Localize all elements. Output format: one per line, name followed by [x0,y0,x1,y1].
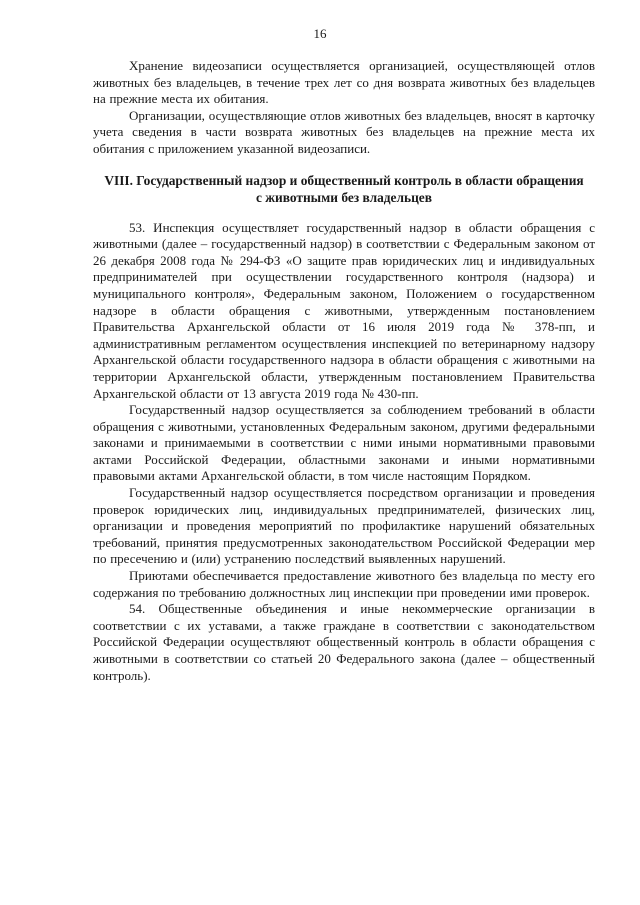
paragraph-shelters: Приютами обеспечивается предоставление животного без владельца по месту его содержания по требованию должностных лиц инспекции при проведении ими проверок. [93,568,595,600]
document-body [93,58,595,684]
paragraph-state-supervision-scope: Государственный надзор осуществляется за соблюдением требований в области обращения с животными, установленных Федеральным законом, другими федеральными законами и принимаемыми в соответствии с ними иными нормативными правовыми актами Российской Федерации, областными законами и иными нормативными правовыми актами Архангельской области, в том числе настоящим Порядком. [93,402,595,484]
paragraph-53: 53. Инспекция осуществляет государственный надзор в области обращения с животными (далее – государственный надзор) в соответствии с Федеральным законом от 26 декабря 2008 года № 294-ФЗ «О защите прав юридических лиц и индивидуальных предпринимателей при осуществлении государственного контроля (надзора) и муниципального контроля», Федеральным законом, Положением о государственном надзоре в области обращения с животными, утвержденным постановлением Правительства Архангельской области от 16 июля 2019 года № 378-пп, и административным регламентом осуществления инспекцией по ветеринарному надзору Архангельской области государственного надзора в области обращения с животными на территории Архангельской области, утвержденным постановлением Правительства Архангельской области от 13 августа 2019 года № 430-пп. [93,219,595,401]
paragraph-registration-card: Организации, осуществляющие отлов животных без владельцев, вносят в карточку учета сведения в части возврата животных без владельцев на прежние места их обитания с приложением указанной видеозаписи. [93,107,595,156]
paragraph-54: 54. Общественные объединения и иные некоммерческие организации в соответствии с их уставами, а также граждане в соответствии с законодательством Российской Федерации осуществляют общественный контроль в области обращения с животными в соответствии со статьей 20 Федерального закона (далее – общественный контроль). [93,601,595,683]
paragraph-state-supervision-methods: Государственный надзор осуществляется посредством организации и проведения проверок юридических лиц, индивидуальных предпринимателей, физических лиц, организации и проведения мероприятий по профилактике нарушений обязательных требований, принятия предусмотренных законодательством Российской Федерации мер по пресечению и (или) устранению последствий выявленных нарушений. [93,485,595,567]
paragraph-video-storage: Хранение видеозаписи осуществляется организацией, осуществляющей отлов животных без владельцев, в течение трех лет со дня возврата животных без владельцев на прежние места их обитания. [93,58,595,107]
page-number: 16 [313,26,327,41]
section-heading: VIII. Государственный надзор и общественный контроль в области обращения с животными без владельцев [104,172,584,205]
